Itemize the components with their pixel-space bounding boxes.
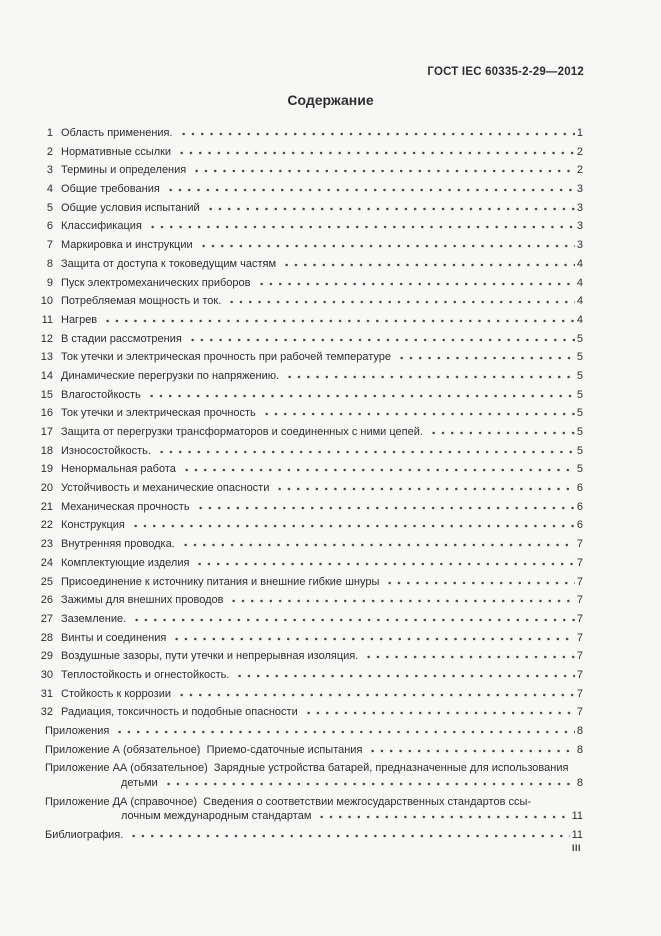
toc-entry-label: Приложения — [45, 725, 110, 737]
toc-entry — [40, 425, 583, 440]
toc-entry — [40, 537, 583, 552]
toc-entry-label: Библиография. — [45, 828, 124, 841]
toc-entry-label: Приложение ДА (справочное) Сведения о соответствии межгосударственных стандартов ссы- — [45, 795, 532, 808]
dot-leader — [260, 407, 575, 416]
toc-entry-page: 7 — [576, 612, 583, 625]
dot-leader — [130, 613, 575, 622]
toc-entry-number: 19 — [40, 463, 53, 476]
toc-entry — [40, 795, 583, 824]
dot-leader — [155, 445, 575, 454]
dot-leader — [395, 351, 575, 360]
toc-entry-number: 27 — [40, 612, 53, 625]
toc-entry — [40, 612, 583, 627]
toc-entry-number: 30 — [40, 668, 53, 681]
toc-entry-line — [40, 462, 583, 477]
toc-entry-page: 2 — [576, 145, 583, 158]
toc-entry-page: 4 — [576, 313, 583, 326]
dot-leader — [145, 389, 575, 398]
dot-leader — [170, 632, 575, 641]
toc-entry-page: 5 — [576, 407, 583, 420]
toc-entry-number: 9 — [46, 276, 53, 289]
toc-entry-label: Маркировка и инструкции — [61, 239, 193, 252]
toc-entry-page: 5 — [576, 351, 583, 364]
toc-entry-label: Влагостойкость — [61, 388, 141, 401]
toc-entry-line — [40, 500, 583, 515]
toc-entry-line — [40, 705, 583, 720]
toc-entry-label: Пуск электромеханических приборов — [61, 276, 251, 289]
toc-entry-line — [40, 332, 583, 347]
toc-entry — [40, 649, 583, 664]
toc-entry-line — [40, 145, 583, 160]
toc-entry-page: 7 — [576, 556, 583, 569]
toc-entry-line — [40, 350, 583, 365]
toc-entry-label: Присоединение к источнику питания и внешние гибкие шнуры — [61, 575, 380, 588]
toc-entry — [40, 332, 583, 347]
toc-entry-number: 24 — [40, 556, 53, 569]
toc-entry-number: 31 — [40, 687, 53, 700]
dot-leader — [186, 333, 575, 342]
dot-leader — [175, 146, 575, 155]
toc-entry — [40, 294, 583, 309]
toc-entry-label: Внутренняя проводка. — [61, 538, 175, 551]
toc-entry-label: Классификация — [61, 220, 142, 233]
toc-entry-label: Ток утечки и электрическая прочность при рабочей температуре — [61, 351, 392, 364]
toc-entry-continuation-line — [40, 776, 583, 791]
toc-entry — [40, 276, 583, 291]
dot-leader — [197, 239, 575, 248]
toc-entry-label: Нагрев — [61, 313, 98, 326]
toc-entry-line — [40, 556, 583, 571]
toc-entry-line — [40, 649, 583, 664]
toc-entry-page: 7 — [576, 594, 583, 607]
toc-entry-page: 8 — [576, 725, 583, 737]
toc-entry-page: 5 — [576, 463, 583, 476]
toc-entry-label: Конструкция — [61, 519, 125, 532]
dot-leader — [366, 744, 574, 753]
toc-entry — [40, 350, 583, 365]
toc-entry — [40, 444, 583, 459]
dot-leader — [227, 594, 574, 603]
toc-entry — [40, 126, 583, 141]
toc-entry-number: 20 — [40, 482, 53, 495]
toc-list — [40, 126, 583, 846]
dot-leader — [193, 557, 574, 566]
toc-entry-line — [40, 313, 583, 328]
toc-entry-page: 7 — [576, 668, 583, 681]
toc-entry-page: 11 — [571, 828, 583, 841]
toc-entry-line — [40, 201, 583, 216]
dot-leader — [127, 829, 569, 838]
toc-entry-label: Комплектующие изделия — [61, 556, 190, 569]
dot-leader — [180, 463, 575, 472]
toc-entry-line — [40, 761, 583, 776]
toc-entry-line — [40, 444, 583, 459]
toc-entry — [40, 219, 583, 234]
toc-entry-label: Динамические перегрузки по напряжению. — [61, 369, 280, 382]
dot-leader — [194, 501, 575, 510]
dot-leader — [255, 277, 575, 286]
toc-entry-page: 4 — [576, 257, 583, 270]
toc-entry — [40, 182, 583, 197]
toc-entry-number: 21 — [40, 500, 53, 513]
toc-entry-number: 1 — [46, 127, 53, 139]
toc-entry-line — [40, 687, 583, 702]
toc-entry-number: 18 — [40, 444, 53, 457]
toc-entry-page: 1 — [576, 127, 583, 139]
toc-entry-label: Потребляемая мощность и ток. — [61, 295, 222, 308]
dot-leader — [162, 777, 575, 786]
toc-entry-page: 3 — [576, 201, 583, 214]
dot-leader — [302, 706, 575, 715]
toc-entry — [40, 761, 583, 790]
toc-entry-label: Стойкость к коррозии — [61, 687, 171, 700]
toc-entry-line — [40, 743, 583, 758]
toc-entry-label: Нормативные ссылки — [61, 145, 172, 158]
toc-entry-line — [40, 481, 583, 496]
dot-leader — [283, 370, 575, 379]
toc-entry-page: 5 — [576, 444, 583, 457]
toc-entry-page: 4 — [576, 276, 583, 289]
toc-entry-label: Общие требования — [61, 183, 160, 196]
toc-entry-number: 5 — [46, 201, 53, 214]
toc-entry — [40, 631, 583, 646]
dot-leader — [315, 810, 569, 819]
toc-entry-line — [40, 631, 583, 646]
toc-entry — [40, 556, 583, 571]
toc-entry-page: 3 — [576, 183, 583, 196]
toc-entry — [40, 518, 583, 533]
toc-entry-number: 3 — [46, 164, 53, 177]
dot-leader — [233, 669, 574, 678]
toc-entry — [40, 593, 583, 608]
toc-entry-line — [40, 182, 583, 197]
toc-entry-page: 5 — [576, 426, 583, 438]
dot-leader — [225, 295, 575, 304]
toc-entry-label: Теплостойкость и огнестойкость. — [61, 668, 230, 681]
toc-entry-number: 23 — [40, 538, 53, 551]
toc-entry-label: Защита от доступа к токоведущим частям — [61, 257, 277, 270]
toc-entry-label: Приложение А (обязательное) Приемо-сдаточные испытания — [45, 743, 363, 756]
toc-entry-page: 7 — [576, 575, 583, 588]
dot-leader — [101, 314, 575, 323]
toc-entry-line — [40, 575, 583, 590]
toc-entry-line — [40, 537, 583, 552]
toc-entry-number: 11 — [41, 313, 53, 326]
toc-entry-page: 5 — [576, 388, 583, 401]
dot-leader — [146, 220, 575, 229]
toc-entry-page: 8 — [576, 743, 583, 756]
toc-entry-number: 13 — [40, 351, 53, 364]
toc-entry-line — [40, 612, 583, 627]
toc-entry — [40, 257, 583, 272]
toc-entry-number: 7 — [46, 239, 53, 252]
dot-leader — [383, 576, 574, 585]
toc-entry — [40, 668, 583, 683]
toc-entry-page: 8 — [576, 776, 583, 789]
toc-entry-label: Устойчивость и механические опасности — [61, 482, 270, 495]
toc-entry-label: Винты и соединения — [61, 631, 167, 644]
toc-entry-number: 25 — [40, 575, 53, 588]
toc-entry-number: 8 — [46, 257, 53, 270]
page-title: Содержание — [287, 92, 374, 108]
toc-entry-page: 5 — [576, 369, 583, 382]
toc-entry-line — [40, 795, 583, 810]
dot-leader — [175, 688, 575, 697]
toc-entry-label: Область применения. — [61, 127, 173, 139]
toc-entry-line — [40, 388, 583, 403]
dot-leader — [179, 538, 575, 547]
toc-entry — [40, 388, 583, 403]
toc-entry-label-continued: детьми — [121, 776, 158, 789]
toc-entry-page: 7 — [576, 687, 583, 700]
toc-entry — [40, 369, 583, 384]
toc-entry-number: 10 — [40, 295, 53, 308]
toc-entry-line — [40, 238, 583, 253]
toc-entry-line — [40, 294, 583, 309]
toc-entry-label: Ненормальная работа — [61, 463, 176, 476]
dot-leader — [273, 482, 575, 491]
folio-page-number: III — [571, 843, 581, 853]
toc-entry-page: 3 — [576, 239, 583, 252]
toc-entry-line — [40, 276, 583, 291]
toc-entry — [40, 828, 583, 843]
toc-entry — [40, 406, 583, 421]
toc-entry-page: 6 — [576, 519, 583, 532]
toc-entry — [40, 705, 583, 720]
document-number-header: ГОСТ IEC 60335-2-29—2012 — [427, 66, 584, 78]
toc-entry — [40, 238, 583, 253]
toc-entry-line — [40, 828, 583, 843]
toc-entry-page: 4 — [576, 295, 583, 308]
toc-entry-line — [40, 126, 583, 141]
toc-entry-line — [40, 724, 583, 739]
toc-entry-number: 22 — [40, 519, 53, 532]
toc-entry-number: 14 — [40, 369, 53, 382]
toc-entry-page: 3 — [576, 220, 583, 233]
toc-entry — [40, 724, 583, 739]
toc-entry-page: 7 — [576, 706, 583, 719]
toc-entry-number: 15 — [40, 388, 53, 401]
toc-entry-number: 6 — [46, 220, 53, 233]
toc-entry — [40, 163, 583, 178]
toc-entry-continuation-line — [40, 809, 583, 824]
toc-entry-page: 7 — [576, 538, 583, 551]
toc-entry-label: Ток утечки и электрическая прочность — [61, 407, 256, 420]
toc-entry-number: 29 — [40, 650, 53, 663]
toc-entry-label: Термины и определения — [61, 164, 187, 177]
toc-entry-line — [40, 257, 583, 272]
toc-entry — [40, 145, 583, 160]
toc-entry-label: Зажимы для внешних проводов — [61, 594, 224, 607]
toc-entry-page: 7 — [576, 650, 583, 663]
toc-entry-number: 26 — [40, 594, 53, 607]
toc-entry-line — [40, 668, 583, 683]
toc-entry-label: Воздушные зазоры, пути утечки и непрерывная изоляция. — [61, 650, 359, 663]
toc-entry-label: Износостойкость. — [61, 444, 151, 457]
toc-entry-label: Механическая прочность — [61, 500, 190, 513]
toc-entry-page: 6 — [576, 500, 583, 513]
dot-leader — [362, 650, 575, 659]
toc-entry-label-continued: лочным международным стандартам — [121, 810, 312, 823]
toc-entry-line — [40, 593, 583, 608]
toc-entry-label: Общие условия испытаний — [61, 201, 200, 214]
toc-entry-page: 11 — [571, 810, 583, 823]
toc-entry-page: 2 — [576, 164, 583, 177]
toc-entry-number: 2 — [46, 145, 53, 158]
toc-entry-label: Заземление. — [61, 612, 127, 625]
toc-entry-line — [40, 163, 583, 178]
toc-entry — [40, 575, 583, 590]
toc-entry-number: 28 — [40, 631, 53, 644]
toc-entry-line — [40, 406, 583, 421]
toc-entry-label: Защита от перегрузки трансформаторов и соединенных с ними цепей. — [61, 426, 423, 438]
toc-entry-line — [40, 369, 583, 384]
toc-entry-page: 6 — [576, 482, 583, 495]
dot-leader — [190, 164, 575, 173]
toc-entry — [40, 687, 583, 702]
toc-entry-number: 32 — [40, 706, 53, 719]
toc-entry-label: Приложение АА (обязательное) Зарядные устройства батарей, предназначенные для использования — [45, 762, 569, 775]
toc-entry — [40, 201, 583, 216]
toc-entry-line — [40, 425, 583, 440]
dot-leader — [204, 202, 575, 211]
toc-entry-number: 16 — [40, 407, 53, 420]
dot-leader — [129, 519, 575, 528]
toc-entry-line — [40, 219, 583, 234]
toc-entry — [40, 462, 583, 477]
toc-entry — [40, 500, 583, 515]
toc-entry — [40, 313, 583, 328]
toc-entry-line — [40, 518, 583, 533]
toc-entry-label: В стадии рассмотрения — [61, 332, 182, 345]
toc-entry-number: 12 — [40, 332, 53, 345]
toc-entry-number: 4 — [46, 183, 53, 196]
dot-leader — [427, 426, 575, 435]
dot-leader — [177, 127, 575, 136]
dot-leader — [113, 725, 575, 734]
dot-leader — [280, 258, 575, 267]
toc-entry-number: 17 — [40, 426, 53, 438]
toc-entry-label: Радиация, токсичность и подобные опасности — [61, 706, 298, 719]
toc-entry-page: 7 — [576, 631, 583, 644]
toc-entry-page: 5 — [576, 332, 583, 345]
toc-entry — [40, 743, 583, 758]
dot-leader — [164, 183, 575, 192]
toc-entry — [40, 481, 583, 496]
